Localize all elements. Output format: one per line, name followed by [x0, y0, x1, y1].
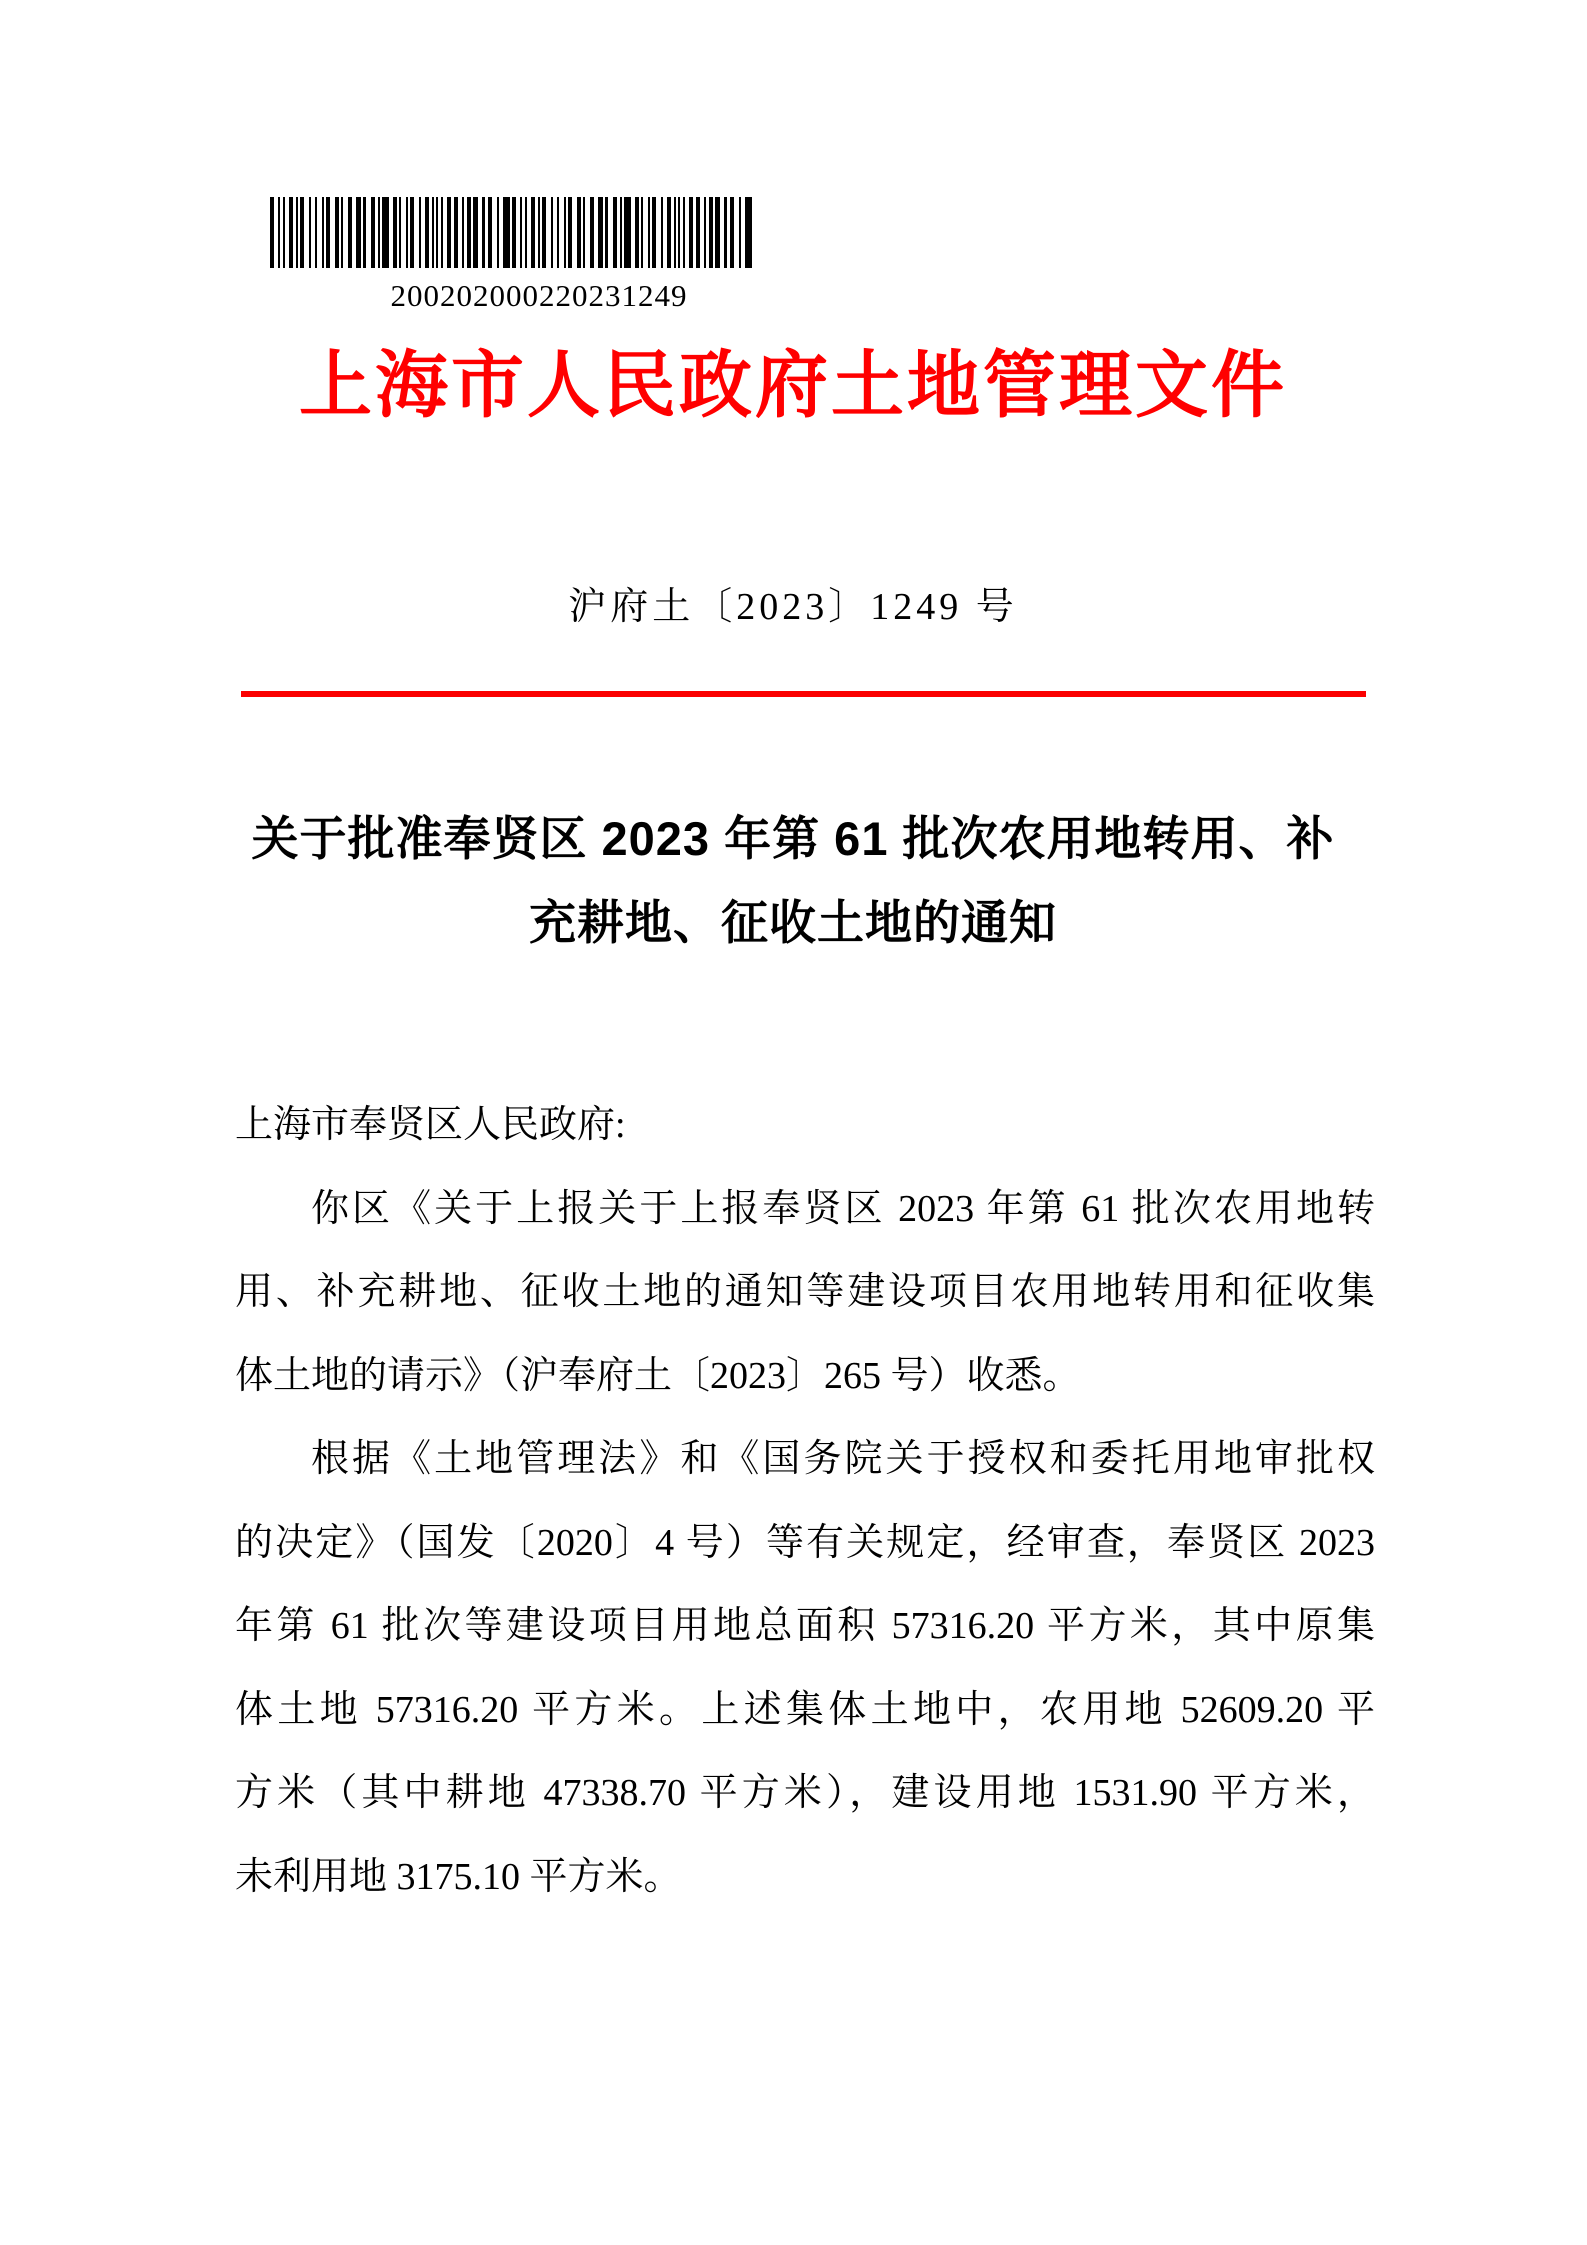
barcode-number: 200202000220231249: [390, 278, 688, 313]
paragraph-line: 体土地的请示》（沪奉府土〔2023〕265 号）收悉。: [235, 1354, 1081, 1397]
paragraph-line: 的决定》（国发〔2020〕4 号）等有关规定，经审查，奉贤区 2023: [235, 1521, 1375, 1564]
document-title: [223, 797, 1363, 965]
agency-title: 上海市人民政府土地管理文件: [299, 345, 1287, 426]
paragraph-line: 用、补充耕地、征收土地的通知等建设项目农用地转用和征收集: [235, 1271, 1375, 1313]
red-divider-line: [241, 691, 1366, 697]
barcode: [270, 197, 808, 268]
paragraph-line: 方米（其中耕地 47338.70 平方米），建设用地 1531.90 平方米，: [235, 1772, 1375, 1814]
paragraph-line: 未利用地 3175.10 平方米。: [235, 1855, 682, 1898]
paragraph-line: 年第 61 批次等建设项目用地总面积 57316.20 平方米，其中原集: [235, 1605, 1375, 1647]
document-title-line-2: 充耕地、征收土地的通知: [529, 896, 1057, 949]
paragraph-line: 你区《关于上报关于上报奉贤区 2023 年第 61 批次农用地转: [311, 1187, 1375, 1230]
salutation: 上海市奉贤区人民政府:: [235, 1104, 626, 1146]
document-title-line-1: 关于批准奉贤区 2023 年第 61 批次农用地转用、补: [251, 812, 1335, 865]
document-body: [235, 1084, 1375, 1919]
document-number: 沪府土〔2023〕1249 号: [568, 586, 1018, 628]
paragraph-line: 体土地 57316.20 平方米。上述集体土地中，农用地 52609.20 平: [235, 1688, 1375, 1731]
paragraph-line: 根据《土地管理法》和《国务院关于授权和委托用地审批权: [311, 1438, 1375, 1480]
